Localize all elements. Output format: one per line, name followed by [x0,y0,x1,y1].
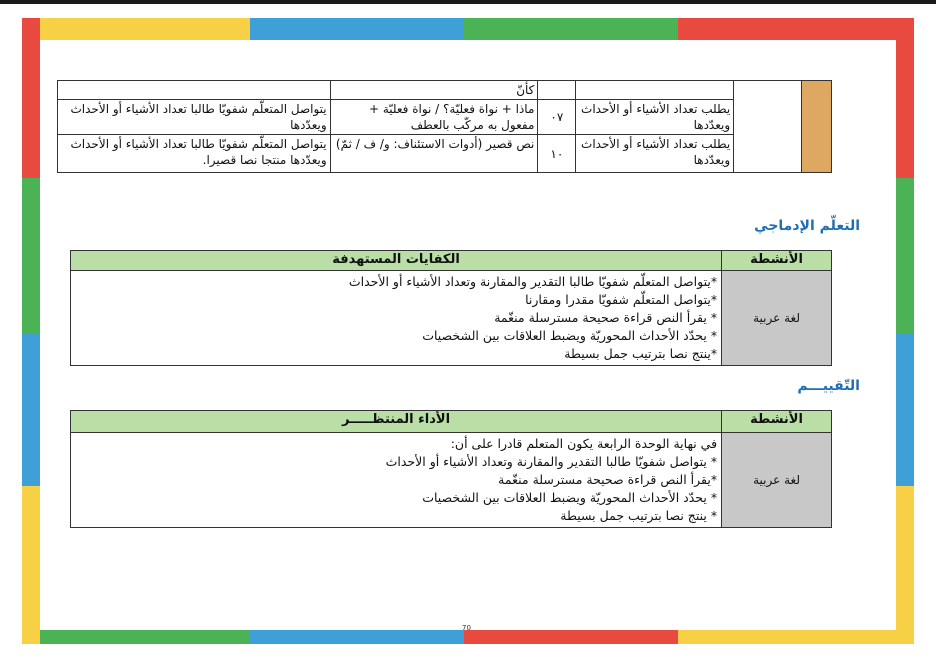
integrated-table [70,250,832,366]
assessment-table [70,410,832,528]
empty-cell [576,81,734,100]
table-row [58,100,832,135]
table-header-row [71,251,832,271]
table-cell: يطلب تعداد الأشياء أو الأحداث ويعدّدها [576,100,734,135]
table-row [58,135,832,173]
page-content [40,40,896,630]
performance-cell [71,433,722,528]
section-heading-integrated: التعلّم الإدماجي [754,218,860,234]
competency-line: *يتواصل المتعلّم شفويّا مقدرا ومقارنا [525,292,718,307]
subject-cell: لغة عربية [722,433,832,528]
competency-line: * يقرأ النص قراءة صحيحة مسترسلة منغّمة [494,310,718,325]
table-cell: كأنّ [330,81,538,100]
progression-table [57,80,832,173]
table-cell: يطلب تعداد الأشياء أو الأحداث ويعدّدها [576,135,734,173]
performance-line: * يحدّد الأحداث المحوريّة ويضبط العلاقات بين الشخصيات [422,490,718,505]
header-activities: الأنشطة [722,251,832,271]
header-activities: الأنشطة [722,411,832,433]
competencies-cell [71,271,722,366]
table-row [71,271,832,366]
table-header-row [71,411,832,433]
section-heading-assessment: التّقييـــم [797,378,860,394]
performance-line: *يقرأ النص قراءة صحيحة مسترسلة منغّمة [498,472,718,487]
table-row [71,433,832,528]
table-cell: ١٠ [538,135,576,173]
competency-line: * يحدّد الأحداث المحوريّة ويضبط العلاقات بين الشخصيات [422,328,718,343]
table-cell: يتواصل المتعلّم شفويّا طالبا تعداد الأشياء أو الأحداث ويعدّدها [58,100,331,135]
table-cell: ٠٧ [538,100,576,135]
performance-line: * يتواصل شفويّا طالبا التقدير والمقارنة وتعداد الأشياء أو الأحداث [385,454,718,469]
competency-line: *ينتج نصا بترتيب جمل بسيطة [564,346,718,361]
table-row [58,81,832,100]
empty-cell [58,81,331,100]
header-performance: الأداء المنتظـــــر [71,411,722,433]
performance-line: في نهاية الوحدة الرابعة يكون المتعلم قادرا على أن: [450,436,718,451]
table-cell: يتواصل المتعلّم شفويّا طالبا تعداد الأشياء أو الأحداث ويعدّدها منتجا نصا قصيرا. [58,135,331,173]
competency-line: *يتواصل المتعلّم شفويّا طالبا التقدير والمقارنة وتعداد الأشياء أو الأحداث [348,274,718,289]
table-cell: ماذا + نواة فعليّة؟ / نواة فعليّة + مفعول به مركّب بالعطف [330,100,538,135]
performance-line: * ينتج نصا بترتيب جمل بسيطة [560,508,718,523]
table-cell: نص قصير (أدوات الاستئناف: و/ ف / ثمّ) [330,135,538,173]
header-competencies: الكفايات المستهدفة [71,251,722,271]
top-rule [0,0,936,4]
page-number: 70 [462,624,471,632]
empty-cell [734,81,802,173]
orange-cell [802,81,832,173]
empty-cell [538,81,576,100]
subject-cell: لغة عربية [722,271,832,366]
